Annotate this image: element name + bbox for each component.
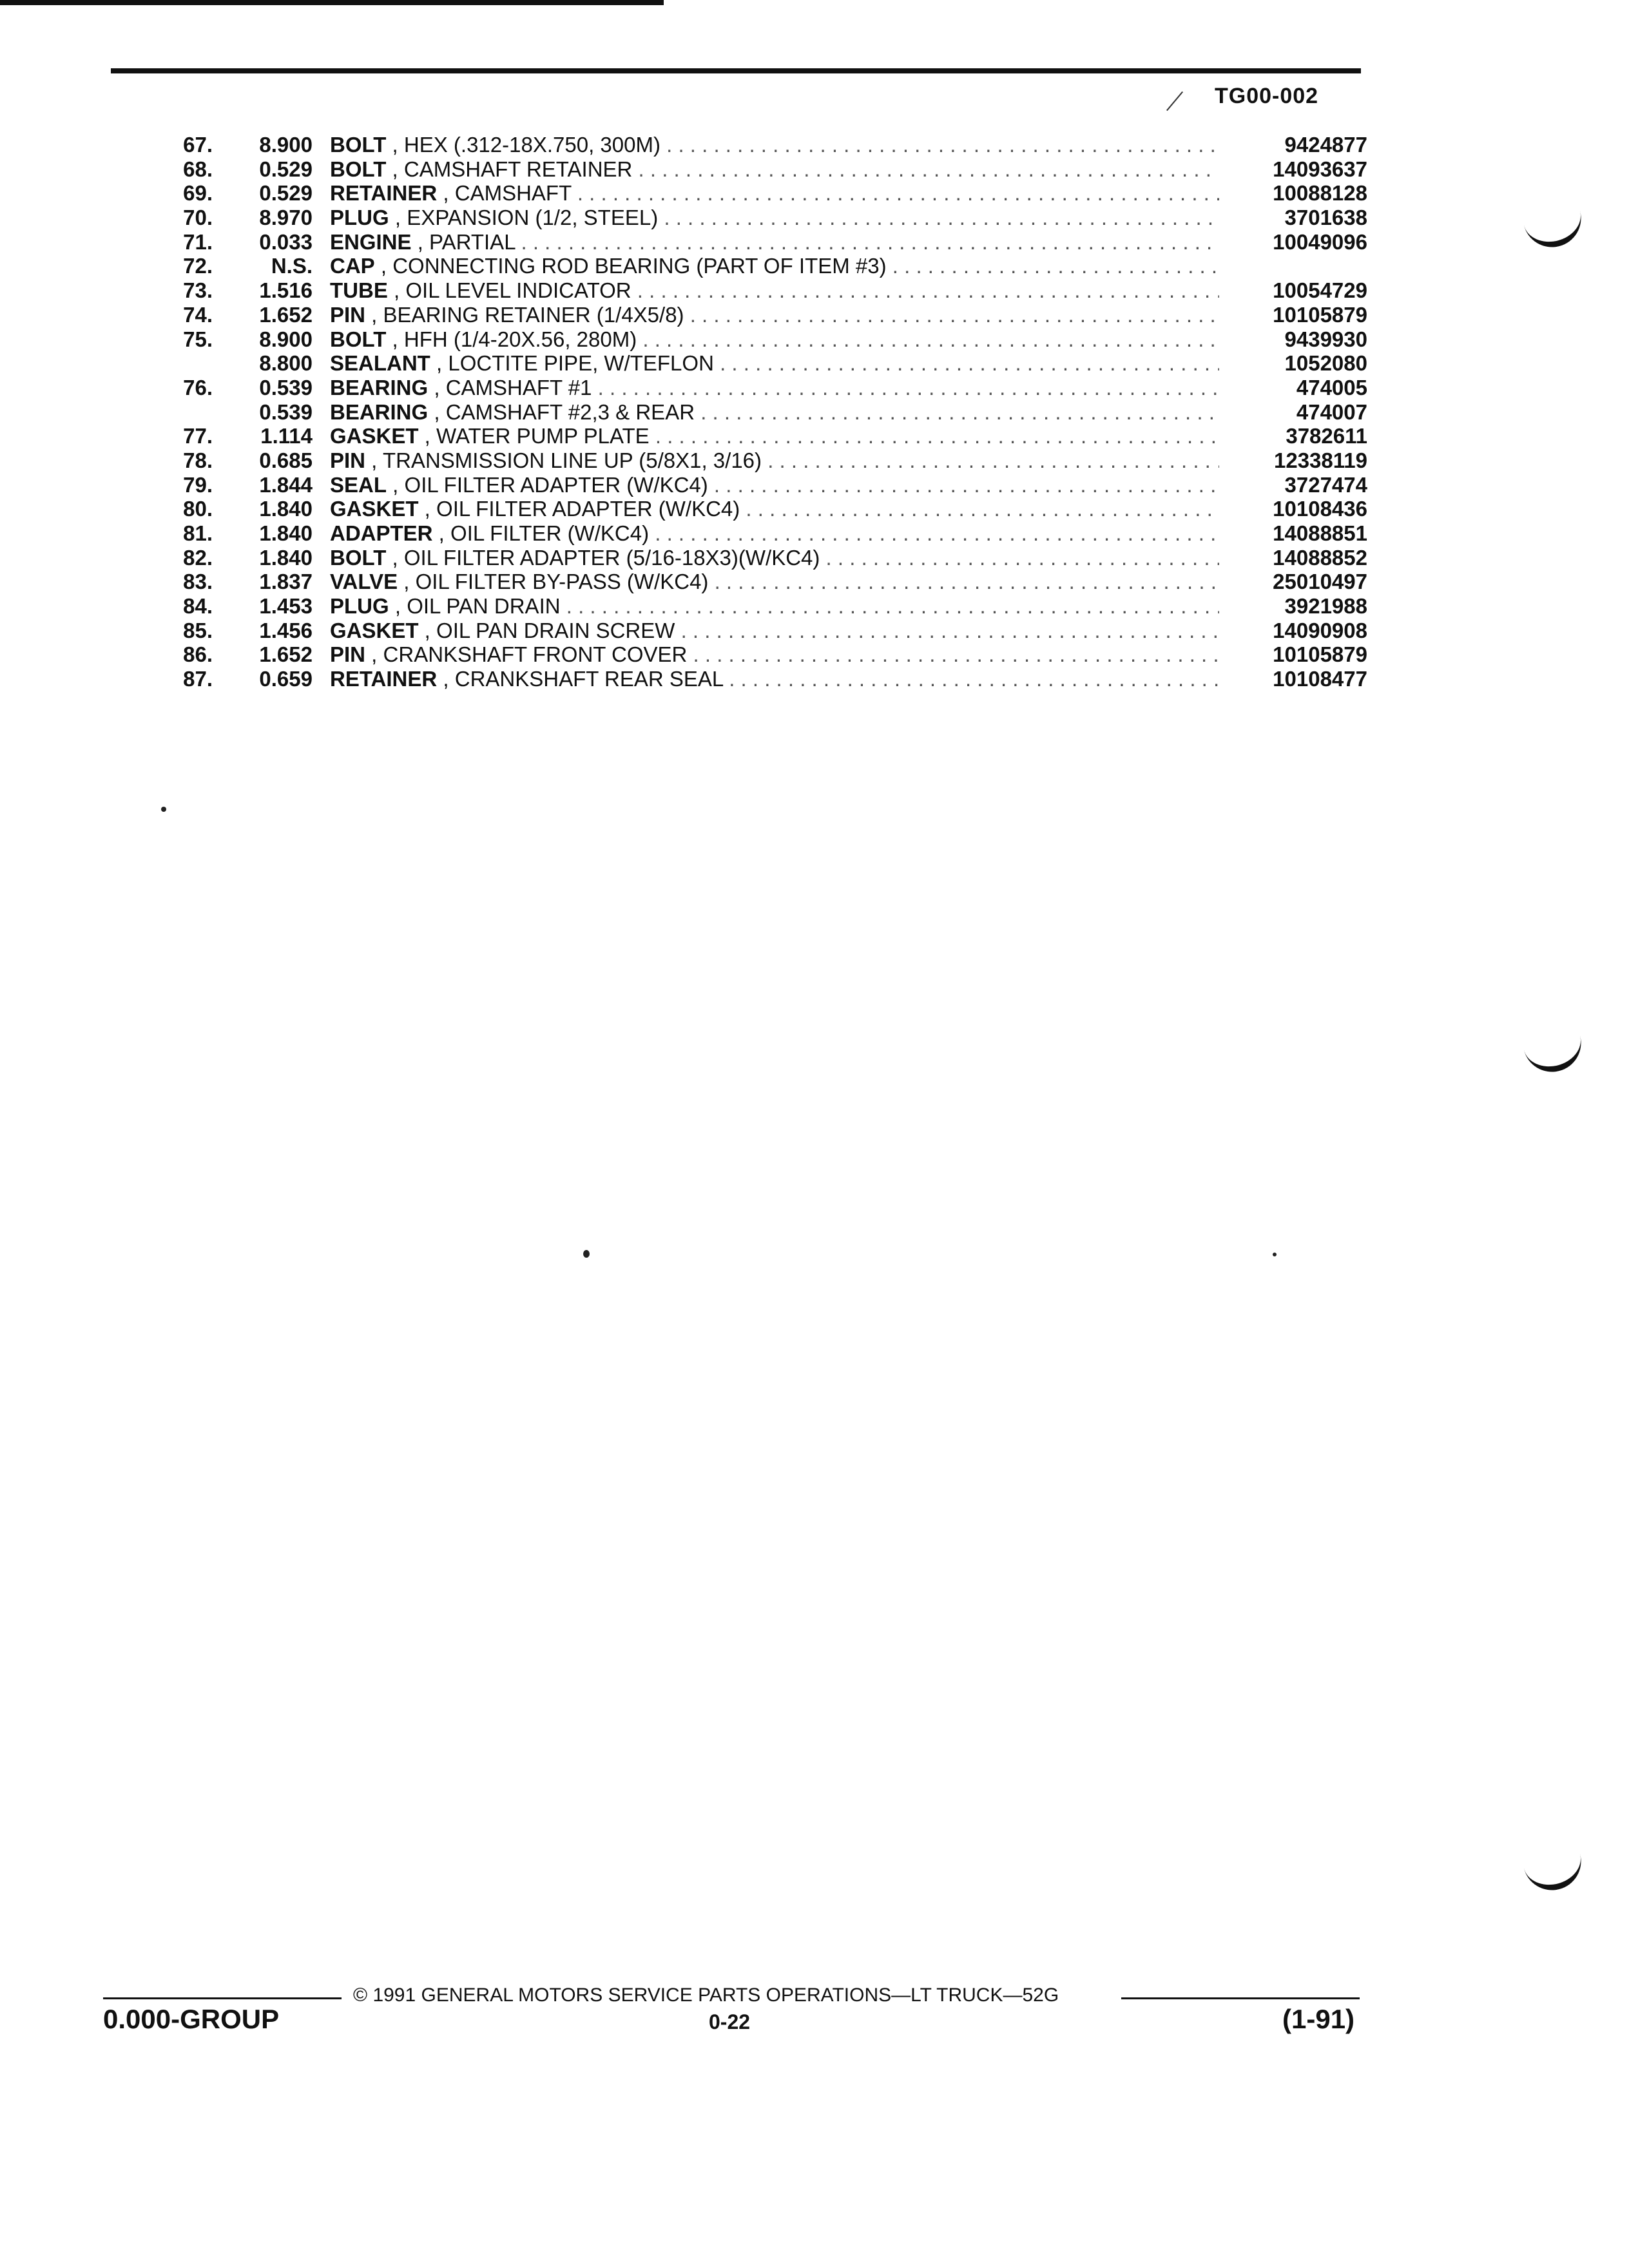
group-code: 8.970 bbox=[259, 206, 313, 230]
part-description: VALVE , OIL FILTER BY-PASS (W/KC4) . . . bbox=[330, 570, 1219, 593]
part-noun: ENGINE bbox=[330, 229, 412, 254]
group-code: 1.652 bbox=[259, 302, 313, 327]
group-code: N.S. bbox=[271, 254, 313, 278]
part-noun: GASKET bbox=[330, 618, 419, 642]
part-description: PIN , TRANSMISSION LINE UP (5/8X1, 3/16) . . . bbox=[330, 448, 1219, 472]
part-number: 10049096 bbox=[1273, 229, 1367, 254]
part-noun: BOLT bbox=[330, 327, 387, 351]
part-description: BOLT , HEX (.312-18X.750, 300M) . . . bbox=[330, 133, 1219, 157]
part-description: TUBE , OIL LEVEL INDICATOR . . . bbox=[330, 278, 1219, 302]
part-noun: TUBE bbox=[330, 278, 388, 303]
part-modifier: BEARING RETAINER (1/4X5/8) bbox=[383, 302, 684, 327]
part-modifier: OIL FILTER ADAPTER (5/16-18X3)(W/KC4) bbox=[403, 545, 820, 570]
group-code: 0.539 bbox=[259, 375, 313, 399]
footer-rule bbox=[103, 1997, 342, 1999]
part-noun: BEARING bbox=[330, 399, 429, 424]
parts-row bbox=[168, 521, 1367, 546]
item-ref-number: 77. bbox=[183, 424, 213, 448]
item-ref-number: 81. bbox=[183, 521, 213, 545]
group-code: 1.453 bbox=[259, 594, 313, 619]
part-number: 3782611 bbox=[1286, 424, 1367, 448]
item-ref-number: 70. bbox=[183, 206, 213, 230]
part-modifier: CAMSHAFT #2,3 & REAR bbox=[445, 399, 695, 424]
part-noun: RETAINER bbox=[330, 667, 438, 691]
parts-row bbox=[168, 594, 1367, 619]
parts-row bbox=[168, 351, 1367, 376]
group-code: 1.840 bbox=[259, 545, 313, 570]
parts-row bbox=[168, 278, 1367, 303]
part-modifier: CAMSHAFT RETAINER bbox=[403, 157, 633, 181]
document-code: TG00-002 bbox=[1215, 84, 1319, 108]
part-number: 3701638 bbox=[1284, 206, 1367, 230]
part-number: 1052080 bbox=[1284, 351, 1367, 376]
part-modifier: OIL FILTER ADAPTER (W/KC4) bbox=[404, 472, 708, 497]
part-description: BEARING , CAMSHAFT #1 . . . bbox=[330, 376, 1219, 399]
part-number: 14088852 bbox=[1273, 545, 1367, 570]
part-number: 10105879 bbox=[1273, 642, 1367, 667]
part-modifier: OIL PAN DRAIN bbox=[407, 594, 561, 619]
group-code: 1.837 bbox=[259, 570, 313, 594]
parts-row bbox=[168, 230, 1367, 255]
part-number: 9439930 bbox=[1284, 327, 1367, 351]
group-code: 1.652 bbox=[259, 642, 313, 667]
binder-hole-mark bbox=[1523, 1031, 1587, 1078]
group-code: 0.529 bbox=[259, 181, 313, 206]
part-noun: CAP bbox=[330, 254, 375, 278]
part-modifier: CRANKSHAFT FRONT COVER bbox=[383, 642, 688, 667]
parts-row bbox=[168, 157, 1367, 182]
part-noun: GASKET bbox=[330, 497, 419, 521]
parts-row bbox=[168, 254, 1367, 278]
group-code: 8.900 bbox=[259, 133, 313, 157]
group-code: 0.659 bbox=[259, 667, 313, 691]
part-number: 14093637 bbox=[1273, 157, 1367, 181]
part-number: 10105879 bbox=[1273, 302, 1367, 327]
part-modifier: OIL FILTER ADAPTER (W/KC4) bbox=[436, 497, 740, 521]
part-description: PLUG , OIL PAN DRAIN . . . bbox=[330, 594, 1219, 618]
part-description: ADAPTER , OIL FILTER (W/KC4) . . . bbox=[330, 521, 1219, 545]
part-description: SEALANT , LOCTITE PIPE, W/TEFLON . . . bbox=[330, 351, 1219, 375]
part-number: 10108477 bbox=[1273, 667, 1367, 691]
part-description: PLUG , EXPANSION (1/2, STEEL) . . . bbox=[330, 206, 1219, 229]
part-modifier: OIL FILTER (W/KC4) bbox=[450, 521, 650, 545]
parts-row bbox=[168, 181, 1367, 206]
item-ref-number: 69. bbox=[183, 181, 213, 206]
parts-row bbox=[168, 570, 1367, 594]
part-description: RETAINER , CAMSHAFT . . . bbox=[330, 181, 1219, 205]
item-ref-number: 74. bbox=[183, 302, 213, 327]
part-noun: PIN bbox=[330, 642, 366, 667]
part-modifier: TRANSMISSION LINE UP (5/8X1, 3/16) bbox=[382, 448, 762, 472]
group-code: 0.529 bbox=[259, 157, 313, 181]
part-modifier: OIL FILTER BY-PASS (W/KC4) bbox=[415, 570, 709, 594]
part-description: GASKET , OIL PAN DRAIN SCREW . . . bbox=[330, 619, 1219, 642]
group-code: 0.685 bbox=[259, 448, 313, 472]
part-noun: SEALANT bbox=[330, 351, 430, 376]
part-description: GASKET , OIL FILTER ADAPTER (W/KC4) . . . bbox=[330, 497, 1219, 521]
part-noun: VALVE bbox=[330, 570, 398, 594]
part-modifier: EXPANSION (1/2, STEEL) bbox=[407, 206, 659, 230]
parts-list bbox=[168, 133, 1367, 691]
binder-hole-mark bbox=[1523, 206, 1587, 253]
part-noun: SEAL bbox=[330, 472, 387, 497]
part-number: 10054729 bbox=[1273, 278, 1367, 303]
item-ref-number: 72. bbox=[183, 254, 213, 278]
parts-row bbox=[168, 473, 1367, 497]
part-number: 474005 bbox=[1296, 375, 1367, 399]
group-code: 0.539 bbox=[259, 399, 313, 424]
parts-row bbox=[168, 667, 1367, 691]
item-ref-number: 75. bbox=[183, 327, 213, 351]
item-ref-number: 78. bbox=[183, 448, 213, 472]
group-code: 1.840 bbox=[259, 497, 313, 521]
parts-row bbox=[168, 327, 1367, 352]
item-ref-number: 80. bbox=[183, 497, 213, 521]
parts-row bbox=[168, 497, 1367, 521]
footer-date: (1-91) bbox=[1282, 2004, 1355, 2034]
part-modifier: OIL LEVEL INDICATOR bbox=[405, 278, 631, 303]
part-modifier: CAMSHAFT #1 bbox=[445, 375, 592, 399]
part-noun: PIN bbox=[330, 448, 366, 472]
scan-speck bbox=[161, 807, 166, 812]
item-ref-number: 73. bbox=[183, 278, 213, 303]
group-code: 0.033 bbox=[259, 229, 313, 254]
item-ref-number: 71. bbox=[183, 229, 213, 254]
parts-row bbox=[168, 546, 1367, 570]
binder-hole-mark bbox=[1523, 1849, 1587, 1896]
part-number: 10088128 bbox=[1273, 181, 1367, 206]
group-code: 1.516 bbox=[259, 278, 313, 303]
footer-rule bbox=[1121, 1997, 1360, 1999]
part-modifier: CONNECTING ROD BEARING (PART OF ITEM #3) bbox=[392, 254, 887, 278]
parts-row bbox=[168, 448, 1367, 473]
item-ref-number: 68. bbox=[183, 157, 213, 181]
group-code: 1.456 bbox=[259, 618, 313, 642]
item-ref-number: 86. bbox=[183, 642, 213, 667]
part-number: 3921988 bbox=[1284, 594, 1367, 619]
part-noun: BOLT bbox=[330, 545, 387, 570]
scan-speck bbox=[583, 1250, 590, 1258]
part-description: PIN , CRANKSHAFT FRONT COVER . . . bbox=[330, 642, 1219, 666]
part-number: 9424877 bbox=[1284, 133, 1367, 157]
part-modifier: OIL PAN DRAIN SCREW bbox=[436, 618, 675, 642]
scan-speck bbox=[1273, 1253, 1277, 1256]
footer-page-number: 0-22 bbox=[709, 2010, 751, 2033]
part-number: 3727474 bbox=[1284, 472, 1367, 497]
part-number: 25010497 bbox=[1273, 570, 1367, 594]
part-number: 10108436 bbox=[1273, 497, 1367, 521]
part-noun: RETAINER bbox=[330, 181, 438, 206]
item-ref-number: 67. bbox=[183, 133, 213, 157]
item-ref-number: 82. bbox=[183, 545, 213, 570]
part-noun: PLUG bbox=[330, 594, 389, 619]
part-description: ENGINE , PARTIAL . . . bbox=[330, 230, 1219, 254]
part-number: 12338119 bbox=[1273, 448, 1367, 472]
part-noun: BEARING bbox=[330, 375, 429, 399]
part-number: 14090908 bbox=[1273, 618, 1367, 642]
item-ref-number: 79. bbox=[183, 472, 213, 497]
part-modifier: CRANKSHAFT REAR SEAL bbox=[454, 667, 724, 691]
part-noun: BOLT bbox=[330, 133, 387, 157]
parts-row bbox=[168, 400, 1367, 425]
group-code: 1.840 bbox=[259, 521, 313, 545]
item-ref-number: 76. bbox=[183, 375, 213, 399]
part-noun: PLUG bbox=[330, 206, 389, 230]
parts-row bbox=[168, 376, 1367, 400]
top-rule bbox=[0, 0, 664, 5]
part-description: SEAL , OIL FILTER ADAPTER (W/KC4) . . . bbox=[330, 473, 1219, 497]
parts-row bbox=[168, 424, 1367, 448]
item-ref-number: 83. bbox=[183, 570, 213, 594]
pen-mark bbox=[1166, 91, 1183, 111]
part-description: BOLT , HFH (1/4-20X.56, 280M) . . . bbox=[330, 327, 1219, 351]
part-description: BEARING , CAMSHAFT #2,3 & REAR . . . bbox=[330, 400, 1219, 424]
header-rule bbox=[111, 68, 1361, 73]
group-code: 1.844 bbox=[259, 472, 313, 497]
item-ref-number: 85. bbox=[183, 618, 213, 642]
part-modifier: HEX (.312-18X.750, 300M) bbox=[403, 133, 660, 157]
part-noun: GASKET bbox=[330, 424, 419, 448]
group-code: 8.800 bbox=[259, 351, 313, 376]
parts-row bbox=[168, 642, 1367, 667]
part-description: GASKET , WATER PUMP PLATE . . . bbox=[330, 424, 1219, 448]
item-ref-number: 87. bbox=[183, 667, 213, 691]
footer-copyright: © 1991 GENERAL MOTORS SERVICE PARTS OPERATIONS—LT TRUCK—52G bbox=[353, 1984, 1059, 2006]
parts-row bbox=[168, 206, 1367, 230]
part-noun: BOLT bbox=[330, 157, 387, 181]
part-description: CAP , CONNECTING ROD BEARING (PART OF ITEM #3) . . . bbox=[330, 254, 1219, 278]
part-modifier: CAMSHAFT bbox=[454, 181, 572, 206]
part-description: BOLT , CAMSHAFT RETAINER . . . bbox=[330, 157, 1219, 181]
part-description: PIN , BEARING RETAINER (1/4X5/8) . . . bbox=[330, 303, 1219, 327]
group-code: 8.900 bbox=[259, 327, 313, 351]
footer-group-label: 0.000-GROUP bbox=[103, 2004, 280, 2034]
part-description: BOLT , OIL FILTER ADAPTER (5/16-18X3)(W/KC4) . . . bbox=[330, 546, 1219, 570]
part-modifier: WATER PUMP PLATE bbox=[436, 424, 650, 448]
part-modifier: LOCTITE PIPE, W/TEFLON bbox=[448, 351, 714, 376]
part-number: 474007 bbox=[1296, 399, 1367, 424]
part-modifier: HFH (1/4-20X.56, 280M) bbox=[403, 327, 637, 351]
part-number: 14088851 bbox=[1273, 521, 1367, 545]
parts-row bbox=[168, 619, 1367, 643]
parts-row bbox=[168, 133, 1367, 157]
part-noun: PIN bbox=[330, 302, 366, 327]
part-noun: ADAPTER bbox=[330, 521, 433, 545]
part-modifier: PARTIAL bbox=[429, 229, 516, 254]
parts-row bbox=[168, 303, 1367, 327]
item-ref-number: 84. bbox=[183, 594, 213, 619]
group-code: 1.114 bbox=[260, 424, 313, 448]
part-description: RETAINER , CRANKSHAFT REAR SEAL . . . bbox=[330, 667, 1219, 691]
